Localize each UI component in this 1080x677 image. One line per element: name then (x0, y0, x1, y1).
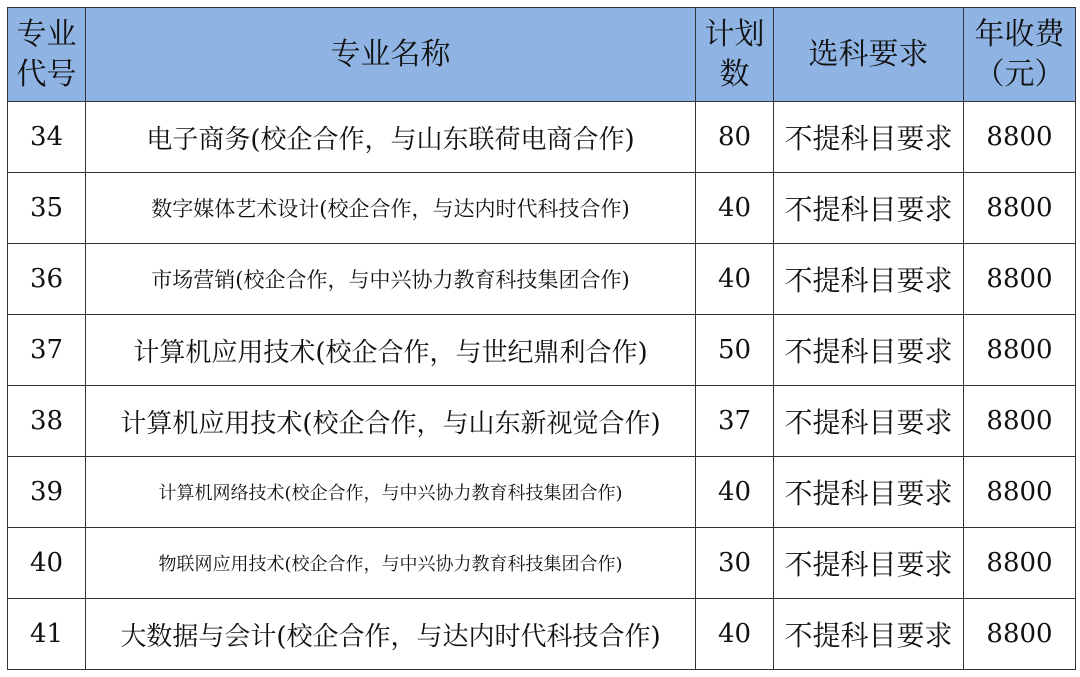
cell-code: 40 (8, 528, 86, 599)
cell-plan: 50 (696, 315, 774, 386)
header-code: 专业 代号 (8, 8, 86, 102)
cell-fee: 8800 (964, 528, 1076, 599)
table-row (8, 528, 1076, 599)
cell-code: 39 (8, 457, 86, 528)
cell-major-name: 市场营销(校企合作，与中兴协力教育科技集团合作) (86, 244, 696, 315)
cell-requirement: 不提科目要求 (774, 244, 964, 315)
cell-code: 35 (8, 173, 86, 244)
table-row (8, 315, 1076, 386)
cell-requirement: 不提科目要求 (774, 173, 964, 244)
table-row (8, 173, 1076, 244)
table-row (8, 102, 1076, 173)
table-row (8, 244, 1076, 315)
cell-requirement: 不提科目要求 (774, 457, 964, 528)
cell-major-name: 电子商务(校企合作，与山东联荷电商合作) (86, 102, 696, 173)
cell-requirement: 不提科目要求 (774, 386, 964, 457)
cell-plan: 40 (696, 244, 774, 315)
cell-major-name: 数字媒体艺术设计(校企合作，与达内时代科技合作) (86, 173, 696, 244)
cell-fee: 8800 (964, 244, 1076, 315)
cell-code: 36 (8, 244, 86, 315)
cell-code: 37 (8, 315, 86, 386)
cell-code: 41 (8, 599, 86, 670)
cell-major-name: 大数据与会计(校企合作，与达内时代科技合作) (86, 599, 696, 670)
cell-code: 34 (8, 102, 86, 173)
table-row (8, 386, 1076, 457)
cell-fee: 8800 (964, 457, 1076, 528)
majors-table (7, 7, 1076, 670)
cell-major-name: 计算机应用技术(校企合作，与世纪鼎利合作) (86, 315, 696, 386)
cell-fee: 8800 (964, 173, 1076, 244)
header-requirement: 选科要求 (774, 8, 964, 102)
cell-requirement: 不提科目要求 (774, 528, 964, 599)
cell-plan: 80 (696, 102, 774, 173)
cell-plan: 37 (696, 386, 774, 457)
cell-plan: 30 (696, 528, 774, 599)
cell-fee: 8800 (964, 599, 1076, 670)
cell-fee: 8800 (964, 102, 1076, 173)
header-fee: 年收费 （元） (964, 8, 1076, 102)
cell-major-name: 物联网应用技术(校企合作，与中兴协力教育科技集团合作) (86, 528, 696, 599)
cell-fee: 8800 (964, 315, 1076, 386)
header-row (8, 8, 1076, 102)
cell-code: 38 (8, 386, 86, 457)
cell-major-name: 计算机应用技术(校企合作，与山东新视觉合作) (86, 386, 696, 457)
cell-plan: 40 (696, 457, 774, 528)
header-name: 专业名称 (86, 8, 696, 102)
cell-requirement: 不提科目要求 (774, 599, 964, 670)
cell-requirement: 不提科目要求 (774, 102, 964, 173)
table-row (8, 457, 1076, 528)
header-plan: 计划 数 (696, 8, 774, 102)
cell-plan: 40 (696, 599, 774, 670)
cell-fee: 8800 (964, 386, 1076, 457)
table-row (8, 599, 1076, 670)
cell-requirement: 不提科目要求 (774, 315, 964, 386)
cell-major-name: 计算机网络技术(校企合作，与中兴协力教育科技集团合作) (86, 457, 696, 528)
cell-plan: 40 (696, 173, 774, 244)
